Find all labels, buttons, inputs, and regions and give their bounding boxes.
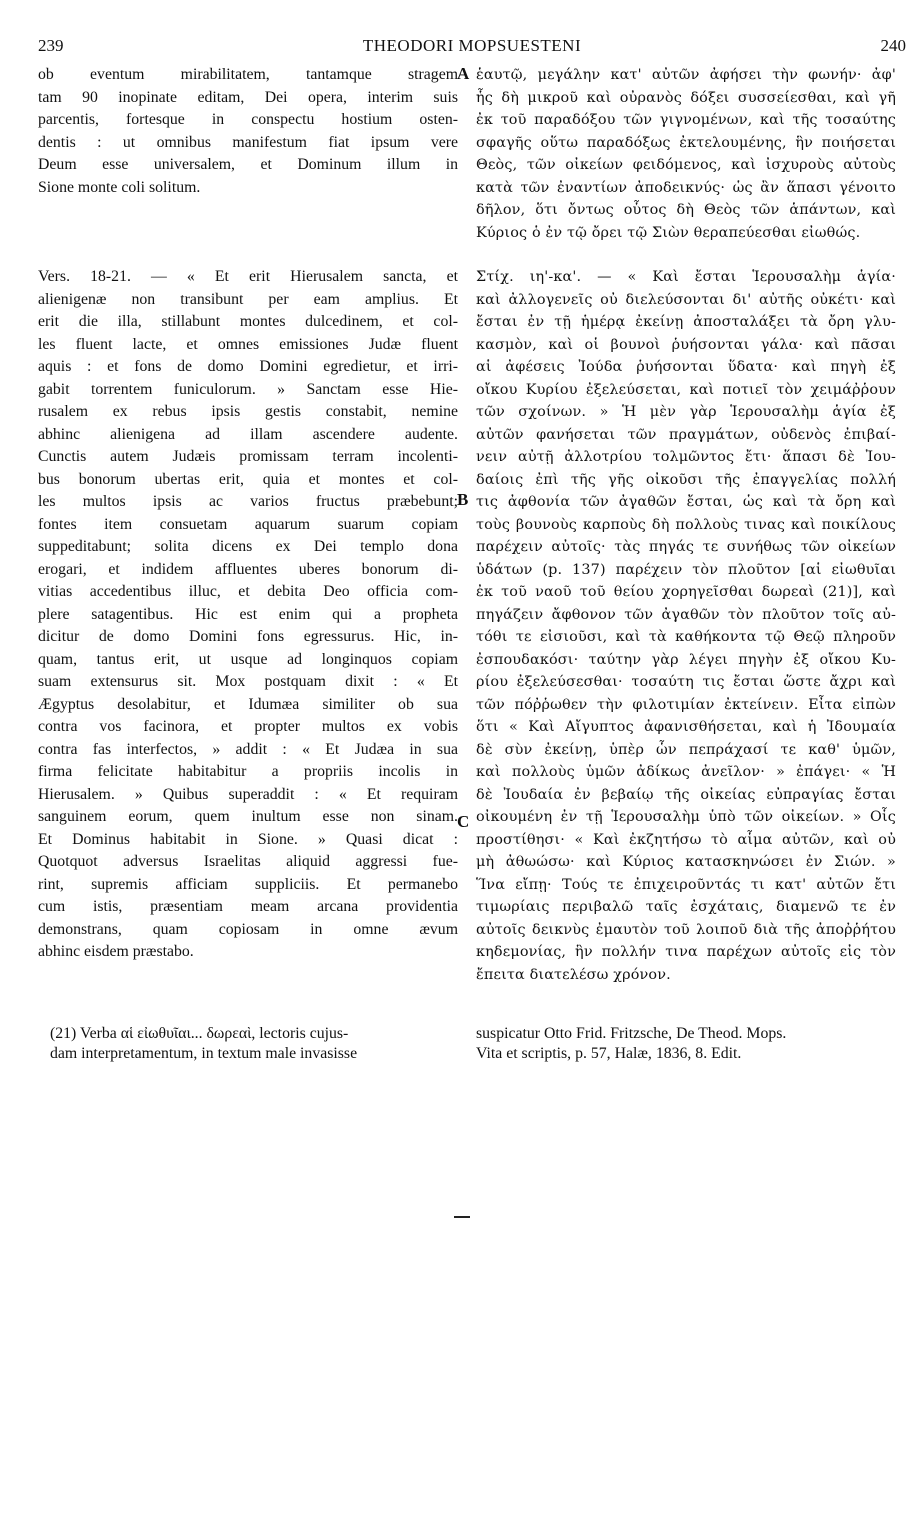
text-line: ὑδάτων (p. 137) παρέχειν τὸν πλοῦτον [αἱ εἰωθυῖαι	[476, 561, 896, 578]
text-line: contra vos facinora, et propter multos ex vobis	[38, 718, 458, 735]
text-line: Sione monte coli solitum.	[38, 178, 201, 196]
text-line: Κύριος ὁ ἐν τῷ ὄρει τῷ Σιὼν θεραπεύεσθαι εἰωθώς.	[476, 224, 861, 241]
text-line: κασμὸν, καὶ οἱ βουνοὶ ῥυήσονται γάλα· καὶ πᾶσαι	[476, 336, 896, 353]
text-line: (21) Verba αἱ εἰωθυῖαι... δωρεαὶ, lectoris cujus-	[50, 1025, 349, 1042]
text-line: ὅτι « Καὶ Αἴγυπτος ἀφανισθήσεται, καὶ ἡ Ἰδουμαία	[476, 719, 896, 735]
text-line: demonstrans, quam copiosam in omne ævum	[38, 920, 458, 938]
text-line: οἴκου Κυρίου ἐξελεύσεται, καὶ ποτιεῖ τὸν χειμάῤῥουν	[476, 381, 896, 398]
text-line: καὶ πολλοὺς ὑμῶν ἀδίκως ἀνεῖλον· » ἐπάγει· « Ἡ	[476, 764, 896, 780]
page-number-right: 240	[880, 36, 906, 55]
text-line: contra fas interfectos, » addit : « Et Judæa in sua	[38, 740, 458, 758]
text-line: σφαγῆς οὕτω παραδόξως ἐκτελουμένης, ἣν ποιήσεται	[476, 134, 896, 151]
text-line: δῆλον, ὅτι ὄντως οὗτος δὴ Θεὸς τῶν ἁπάντων, καὶ	[476, 202, 896, 218]
text-line: abhinc eisdem præstabo.	[38, 943, 194, 960]
text-line: aquis : et fons de domo Domini egredietur, et irri-	[38, 358, 458, 375]
text-line: δὲ Ἰουδαία ἐν βεβαίῳ τῆς οἰκείας εὐπραγίας ἔσται	[476, 786, 896, 803]
text-line: αὐτοῖς δεικνὺς ἐμαυτὸν τοῦ λοιποῦ διὰ τῆς ἀποῤῥήτου	[476, 921, 896, 938]
latin-paragraph-2	[38, 266, 458, 964]
text-line: Quotquot adversus Israelitas aliquid aggressi fue-	[38, 853, 458, 870]
text-line: gabit torrentem funiculorum. » Sanctam esse Hie-	[38, 380, 458, 398]
text-line: erit die illa, stillabunt montes dulcedinem, et col-	[38, 313, 458, 330]
text-line: τόθι τε εἰσιοῦσι, καὶ τὰ καθήκοντα τῷ Θεῷ πληροῦν	[476, 629, 896, 645]
text-line: suppeditabunt; solita dicens ex Dei templo dona	[38, 538, 458, 555]
margin-marker-a: A	[457, 64, 470, 83]
text-line: Θεὸς, τῶν οἰκείων φειδόμενος, καὶ ἰσχυροὺς αὐτοὺς	[476, 157, 896, 173]
footnote-right	[476, 1024, 896, 1064]
running-title: THEODORI MOPSUESTENI	[362, 36, 582, 55]
text-line: τῶν σχοίνων. » Ἡ μὲν γὰρ Ἱερουσαλὴμ ἁγία ἐξ	[476, 404, 896, 420]
text-line: les fluent lacte, et omnes emissiones Judæ fluent	[38, 335, 458, 353]
text-line: ρίου ἐξελεύσεσθαι· τοσαύτη τις ἔσται ὥστε ἄχρι καὶ	[476, 674, 896, 690]
running-header	[38, 33, 906, 59]
text-line: ἑαυτῷ, μεγάλην κατ' αὐτῶν ἀφήσει τὴν φωνήν· ἀφ'	[476, 67, 896, 83]
text-line: Deum esse universalem, et Dominum illum in	[38, 156, 458, 173]
text-line: sanguinem eorum, quem inultum esse non sinam.	[38, 808, 458, 825]
text-line: dicitur de domo Domini fons egressurus. Hic, in-	[38, 628, 458, 645]
text-line: Hierusalem. » Quibus superaddit : « Et requiram	[38, 785, 458, 803]
text-line: plere satagentibus. Hic est enim qui a propheta	[38, 605, 458, 623]
text-line: δαίοις ἐπὶ τῆς γῆς οἰκοῦσι τῆς ἐπαγγελίας πολλή	[476, 471, 896, 488]
text-line: τιμωρίαις περιβαλῶ ταῖς ἐσχάταις, διαμενῶ τε ἐν	[476, 899, 896, 915]
text-line: μὴ ἀθωώσω· καὶ Κύριος κατασκηνώσει ἐν Σιών. »	[476, 854, 896, 870]
text-line: ἐκ τοῦ παραδόξου τῶν γιγνομένων, καὶ τῆς τοσαύτης	[476, 112, 896, 128]
text-line: dentis : ut omnibus manifestum fiat ipsum vere	[38, 133, 458, 151]
text-line: τις ἀφθονία τῶν ἀγαθῶν ἔσται, ὡς καὶ τὰ ὄρη καὶ	[476, 494, 896, 510]
text-line: tam 90 inopinate editam, Dei opera, interim suis	[38, 88, 458, 106]
text-line: τοὺς βουνοὺς καρποὺς δὴ πολλοὺς τινας καὶ ποικίλους	[476, 516, 896, 533]
text-line: dam interpretamentum, in textum male invasisse	[50, 1045, 358, 1062]
text-line: firma felicitate habitabitur a propriis incolis in	[38, 763, 458, 780]
text-line: Vers. 18-21. — « Et erit Hierusalem sancta, et	[38, 268, 458, 285]
greek-paragraph-1	[476, 64, 896, 244]
text-line: rint, supremis afficiam suppliciis. Et permanebo	[38, 875, 458, 893]
text-line: δὲ σὺν ἐκείνῃ, ὑπὲρ ὧν πεπράχασί τε καθ' ὑμῶν,	[476, 741, 896, 758]
text-line: parcentis, fortesque in conspectu hostium osten-	[38, 111, 458, 128]
text-line: παρέχειν αὐτοῖς· τὰς πηγάς τε συνήθως τῶν οἰκείων	[476, 539, 896, 555]
text-line: erogari, et indidem affluentes uberes bonorum di-	[38, 560, 458, 578]
text-line: suspicatur Otto Frid. Fritzsche, De Theod. Mops.	[476, 1025, 787, 1042]
text-line: cum istis, præsentiam meam arcana providentia	[38, 898, 458, 915]
footnote-left	[50, 1024, 458, 1064]
text-line: Ἵνα εἴπῃ· Τούς τε ἐπιχειροῦντάς τι κατ' αὐτῶν ἔτι	[476, 876, 896, 893]
text-line: ἐσπουδακόσι· ταύτην γὰρ λέγει πηγὴν ἐξ οἴκου Κυ-	[476, 651, 896, 668]
text-line: αἱ ἀφέσεις Ἰούδα ῥυήσονται ὕδατα· καὶ πηγὴ ἐξ	[476, 359, 896, 375]
latin-paragraph-1	[38, 64, 458, 199]
text-line: πηγάζειν ἄφθονον τῶν ἀγαθῶν τὸν πλοῦτον τοῖς αὐ-	[476, 606, 896, 623]
text-line: fontes item consuetam aquarum suarum copiam	[38, 515, 458, 533]
text-line: abhinc alienigena ad illam ascendere audente.	[38, 425, 458, 443]
text-line: suam extensurus sit. Mox postquam dixit : « Et	[38, 673, 458, 690]
margin-marker-b: B	[457, 490, 469, 509]
text-line: οἰκουμένη ἐν τῇ Ἱερουσαλὴμ ὑπὸ τῶν οἰκείων. » Οἷς	[476, 809, 896, 825]
text-line: Ægyptus desolabitur, et Idumæa similiter ob sua	[38, 695, 458, 713]
text-line: les multos ipsis ac varios fructus præbebunt;	[38, 493, 458, 510]
text-line: alienigenæ non transibunt per eam amplius. Et	[38, 290, 458, 308]
text-line: ἔπειτα διατελέσω χρόνον.	[476, 966, 671, 983]
text-line: Et Dominus habitabit in Sione. » Quasi dicat :	[38, 830, 458, 848]
page-number-left: 239	[38, 36, 64, 55]
text-line: κηδεμονίας, ἣν πολλήν τινα παρέχων αὐτοῖς εἰς τὸν	[476, 944, 896, 960]
greek-paragraph-2	[476, 266, 896, 986]
text-line: ob eventum mirabilitatem, tantamque stragem	[38, 66, 458, 83]
text-line: τῶν πόῤῥωθεν τὴν φιλοτιμίαν ἐκτείνειν. Εἶτα εἰπὼν	[476, 696, 896, 713]
text-line: bus bonorum ubertas erit, quia et montes et col-	[38, 470, 458, 488]
text-line: καὶ ἀλλογενεῖς οὐ διελεύσονται δι' αὐτῆς οὐκέτι· καὶ	[476, 291, 896, 308]
text-line: quam, tantus erit, ut usque ad longinquos copiam	[38, 650, 458, 668]
margin-marker-c: C	[457, 812, 470, 831]
text-line: vitias accedentibus illuc, et debita Deo officia com-	[38, 583, 458, 600]
text-line: αὐτῶν φανήσεται τῶν πραγμάτων, οὐδενὸς ἐπιβαί-	[476, 426, 896, 443]
text-line: προστίθησι· « Καὶ ἐκζητήσω τὸ αἷμα αὐτῶν, καὶ οὐ	[476, 831, 896, 848]
text-line: ἧς δὴ μικροῦ καὶ οὐρανὸς δόξει συσσείεσθαι, καὶ γῆ	[476, 89, 896, 106]
text-line: ἔσται ἐν τῇ ἡμέρᾳ ἐκείνῃ ἀποσταλάξει τὰ ὄρη γλυ-	[476, 314, 896, 330]
text-line: Vita et scriptis, p. 57, Halæ, 1836, 8. Edit.	[476, 1045, 742, 1062]
text-line: ἐκ τοῦ ναοῦ τοῦ θείου χορηγεῖσθαι δωρεαὶ (21)], καὶ	[476, 584, 896, 600]
end-rule	[454, 1216, 470, 1218]
text-line: rusalem ex rebus ipsis gestis constabit, nemine	[38, 403, 458, 420]
text-line: Στίχ. ιη'-κα'. — « Καὶ ἔσται Ἱερουσαλὴμ ἁγία·	[476, 269, 896, 285]
text-line: Cunctis autem Judæis promissam terram incolenti-	[38, 448, 458, 465]
text-line: κατὰ τῶν ἐναντίων ἀποδεικνύς· ὡς ἂν ἅπασι γένοιτο	[476, 179, 896, 196]
text-line: νειν αὐτῇ ἀλλοτρίου τολμῶντος ἔτι· ἅπασι δὲ Ἰου-	[476, 449, 896, 465]
